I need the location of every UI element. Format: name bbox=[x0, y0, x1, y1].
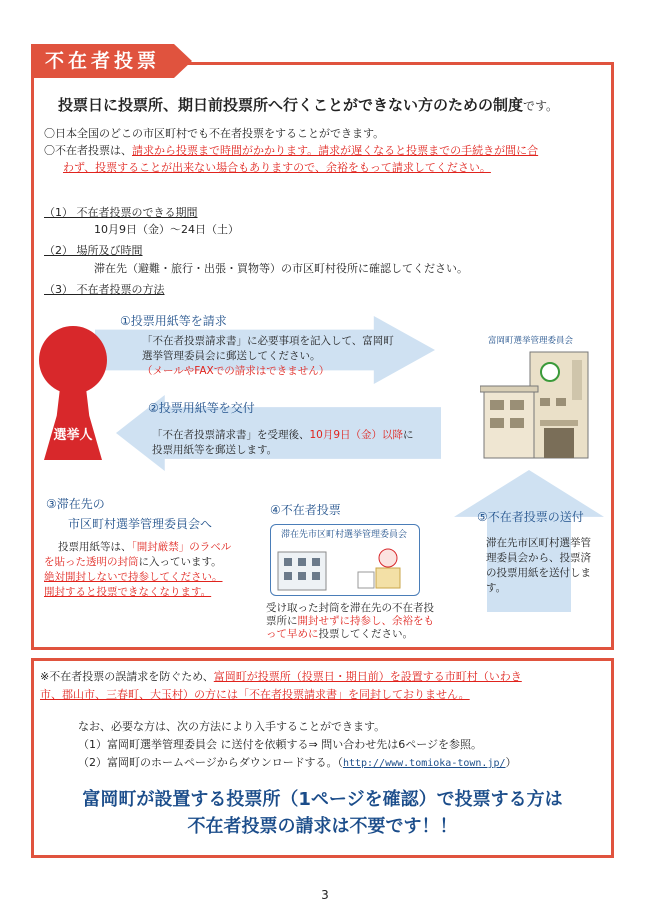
note-line4: （1）富岡町選挙管理委員会 に送付を依頼する⇒ 問い合わせ先は6ページを参照。 bbox=[78, 738, 482, 751]
note-big-line2: 不在者投票の請求は不要です！！ bbox=[187, 816, 458, 837]
note-line5-b: ） bbox=[505, 756, 517, 769]
step3-line2-a: を貼った透明の封筒 bbox=[44, 556, 139, 568]
note-line1-a: ※不在者投票の誤請求を防ぐため、 bbox=[40, 670, 214, 683]
step4-line3-b: 投票してください。 bbox=[318, 628, 413, 640]
step2-title: ②投票用紙等を交付 bbox=[148, 401, 255, 415]
step2-line2: 投票用紙等を郵送します。 bbox=[152, 444, 278, 456]
note-line5-a: （2）富岡町のホームページからダウンロードする。（ bbox=[78, 756, 343, 769]
note-line2: 市、郡山市、三春町、大玉村）の方には「不在者投票請求書」を同封しておりません。 bbox=[40, 688, 470, 701]
city-office-title: 滞在先市区町村選挙管理委員会 bbox=[280, 530, 407, 540]
page-number: 3 bbox=[321, 888, 329, 902]
step5-line3: の投票用紙を送付しま bbox=[486, 567, 591, 579]
step2-line1-b: 10月9日（金）以降 bbox=[309, 429, 404, 441]
step2-line1-a: 「不在者投票請求書」を受理後、 bbox=[152, 429, 310, 441]
step1-line2: 選挙管理委員会に郵送してください。 bbox=[142, 350, 321, 362]
step1-title: ①投票用紙等を請求 bbox=[120, 314, 227, 328]
step1-line3: （メールやFAXでの請求はできません） bbox=[142, 365, 330, 377]
intro-main: 投票日に投票所、期日前投票所へ行くことができない方のための制度 bbox=[58, 96, 524, 114]
step3-title2: 市区町村選挙管理委員会へ bbox=[68, 517, 213, 531]
step4-line2-b: 開封せずに持参し、余裕をも bbox=[297, 615, 434, 627]
step2-line1-c: に bbox=[403, 429, 414, 441]
step4-line3 bbox=[266, 627, 413, 642]
section-header: 不在者投票 bbox=[31, 44, 174, 78]
intro-line2-black: 〇不在者投票は、 bbox=[44, 144, 132, 157]
step3-line2-b: に入っています。 bbox=[138, 556, 222, 568]
step5-line2: 理委員会から、投票済 bbox=[486, 552, 591, 564]
step2-line1 bbox=[152, 428, 414, 443]
step4-title: ④不在者投票 bbox=[270, 503, 341, 517]
note-line5 bbox=[78, 755, 517, 771]
step3-title1: ③滞在先の bbox=[46, 497, 105, 511]
section1-body: 10月9日（金）～24日（土） bbox=[94, 223, 239, 236]
note-big-line1: 富岡町が設置する投票所（1ページを確認）で投票する方は bbox=[82, 789, 563, 810]
step3-line3: 絶対開封しないで持参してください。 bbox=[44, 571, 223, 583]
step5-line4: す。 bbox=[486, 582, 507, 594]
step3-line4: 開封すると投票できなくなります。 bbox=[44, 586, 212, 598]
step5-line1: 滞在先市区町村選挙管 bbox=[486, 537, 591, 549]
step4-line2-a: 票所に bbox=[266, 615, 298, 627]
intro-line3: わず、投票することが出来ない場合もありますので、余裕をもって請求してください。 bbox=[63, 161, 491, 174]
step3-line2 bbox=[44, 555, 222, 570]
step4-line3-a: って早めに bbox=[266, 628, 319, 640]
intro-line2-red: 請求から投票まで時間がかかります。請求が遅くなると投票までの手続きが間に合 bbox=[132, 144, 539, 157]
step3-line1 bbox=[58, 540, 231, 555]
step5-title: ⑤不在者投票の送付 bbox=[477, 510, 584, 524]
step3-line1-a: 投票用紙等は、 bbox=[58, 541, 132, 553]
intro-line1: 〇日本全国のどこの市区町村でも不在者投票をすることができます。 bbox=[44, 127, 385, 140]
city-office-icon bbox=[276, 542, 416, 592]
section2-title: （2） 場所及び時間 bbox=[44, 244, 143, 257]
intro-heading bbox=[58, 94, 558, 115]
step1-line1: 「不在者投票請求書」に必要事項を記入して、富岡町 bbox=[142, 335, 394, 347]
note-line3: なお、必要な方は、次の方法により入手することができます。 bbox=[78, 720, 386, 733]
step4-line1: 受け取った封筒を滞在先の不在者投 bbox=[266, 602, 434, 614]
section3-title: （3） 不在者投票の方法 bbox=[44, 283, 165, 296]
townhall-icon bbox=[480, 350, 604, 460]
homepage-link[interactable]: http://www.tomioka-town.jp/ bbox=[342, 758, 506, 769]
note-line1-b: 富岡町が投票所（投票日・期日前）を設置する市町村（いわき bbox=[213, 670, 522, 683]
voter-label: 選挙人 bbox=[53, 428, 93, 443]
voter-head-icon bbox=[39, 326, 107, 394]
intro-main-end: です。 bbox=[523, 99, 559, 113]
step3-line1-b: 「開封厳禁」のラベル bbox=[131, 541, 232, 553]
section2-body: 滞在先（避難・旅行・出張・買物等）の市区町村役所に確認してください。 bbox=[94, 262, 468, 275]
intro-line2 bbox=[44, 143, 538, 158]
committee-label: 富岡町選挙管理委員会 bbox=[488, 336, 574, 346]
section1-title: （1） 不在者投票のできる期間 bbox=[44, 206, 198, 219]
note-line1 bbox=[40, 669, 522, 684]
